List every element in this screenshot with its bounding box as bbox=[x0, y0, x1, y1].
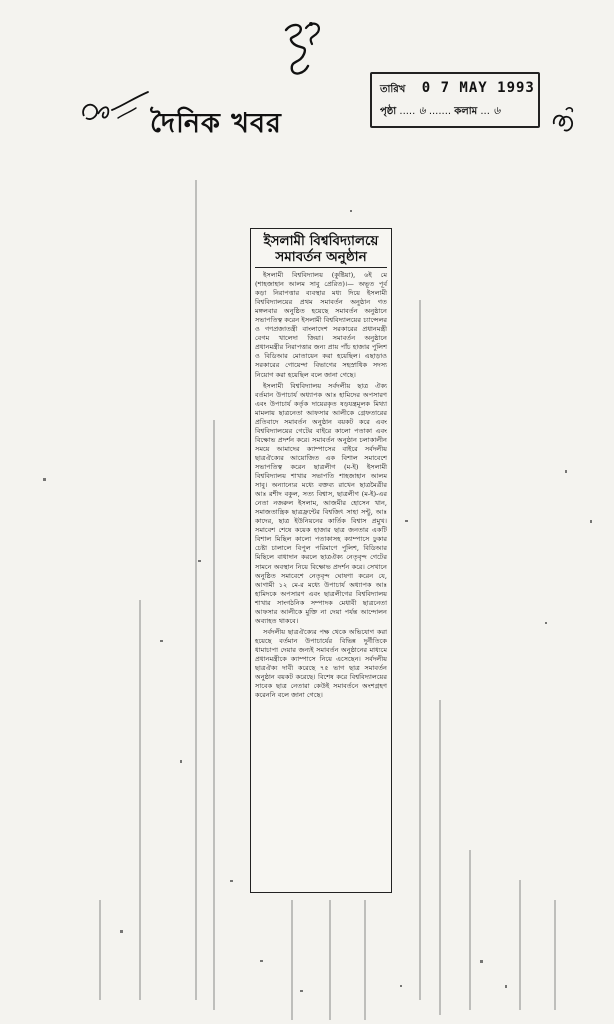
handwritten-mark-icon bbox=[278, 18, 328, 80]
article-paragraph-1: ইসলামী বিশ্ববিদ্যালয় (কুষ্টিয়া), ৬ই মে (শাহজাহান আলম সাবু প্রেরিত)।— অভূত পূর্ব কড়া নিরাপত্তার ব্যবস্থার মধ্য দিয়ে ইসলামী বিশ্ববিদ্যালয়ের প্রথম সমাবর্তন অনুষ্ঠান গত মঙ্গলবার অনুষ্ঠিত হয়েছে সমাবর্তন অনুষ্ঠানে সভাপতিত্ব করেন ইসলামী বিশ্ববিদ্যালয়ের চ্যান্সেলর ও গণপ্রজাতন্ত্রী বাংলাদেশ সরকারের প্রধানমন্ত্রী বেগম খালেদা জিয়া। সমাবর্তন অনুষ্ঠানে প্রধানমন্ত্রীর নিরাপত্তার জন্য প্রায় পাঁচ হাজার পুলিশ ও বিডিআর মোতায়েন করা হয়েছিল। এছাড়াও সরকারের গোয়েন্দা বিভাগের সহস্রাধিক সদস্য নিয়োগ করা হয়েছিল বলে জানা গেছে। bbox=[255, 271, 387, 379]
newspaper-title: দৈনিক খবর bbox=[150, 108, 282, 139]
article-headline bbox=[255, 233, 387, 268]
handwritten-page-mark bbox=[0, 0, 1, 1]
date-stamp bbox=[370, 72, 540, 128]
article-paragraph-3: সর্বদলীয় ছাত্রঐক্যের পক্ষ থেকে অভিযোগ করা হয়েছে বর্তমান উপাচার্যের বিভিন্ন দুর্নীতিকে ধামাচাপা দেয়ার জন্যই সমাবর্তন অনুষ্ঠানের মাধ্যমে প্রধানমন্ত্রীকে ক্যাম্পাসে নিয়ে এসেছেন। সর্বদলীয় ছাত্রঐক্য দাবী করেছে ৭৫ ভাগ ছাত্র সমাবর্তন অনুষ্ঠান বয়কট করেছে। বিশেষ করে বিশ্ববিদ্যালয়ের সাবেক ছাত্র নেতারা কেউই সমাবর্তনে অংশগ্রহণ করেননি বলে জানা গেছে। bbox=[255, 627, 387, 700]
stamp-column-label: কলাম bbox=[454, 106, 478, 117]
article-paragraph-2: ইসলামী বিশ্ববিদ্যালয় সর্বদলীয় ছাত্র ঐক্য বর্তমান উপাচার্য অধ্যাপক আঃ হামিদের অপসারণ এবং উপাচার্য কর্তৃক দায়েরকৃত ষড়যন্ত্রমূলক মিথ্যা মামলায় ছাত্রনেতা আফসার আলীকে গ্রেফতারের প্রতিবাদে সমাবর্তন অনুষ্ঠান বয়কট করে এবং বিশ্ববিদ্যালয়ের গেটের বাইরে কালো পতাকা এবং বিক্ষোভ প্রদর্শন করে। সমাবর্তন অনুষ্ঠান চলাকালীন সময়ে আমাদের ক্যাম্পাসের বাইরে সর্বদলীয় ছাত্রঐক্যের আয়োজিত এক বিশাল সমাবেশে সভাপতিত্ব করেন ছাত্রলীগ (ম-ই) ইসলামী বিশ্ববিদ্যালয় শাখার সভাপতি শাহজাহান আলম সাবু। অন্যান্যের মধ্যে বক্তব্য রাখেন ছাত্রমৈত্রীর আঃ রশীদ বকুল, সত্য বিশ্বাস, ছাত্রলীগ (ম-ই)-এর নেতা নজরুল ইসলাম, আজমীর হোসেন খান, সমাজতান্ত্রিক ছাত্রফ্রন্টের বিশ্বজিৎ সাহা সন্টু, আঃ কাদের, ছাত্র ইউনিয়নের কার্তিক বিশ্বাস প্রমুখ। সমাবেশ শেষে কয়েক হাজার ছাত্র জনতার একটি বিশাল মিছিল কালো পতাকাসহ ক্যাম্পাসে ঢুকার চেষ্টা চালালে বিপুল পরিমাণে পুলিশ, বিডিআর মিছিলে বাধাদান করলে ছাত্রঐক্য নেতৃবৃন্দ গেটের সামনে অবস্থান নিয়ে বিক্ষোভ প্রদর্শন করে। সেখানে অনুষ্ঠিত সমাবেশে নেতৃবৃন্দ ঘোষণা করেন যে, আগামী ১২ মে-র মধ্যে উপাচার্য অধ্যাপক আঃ হামিদকে অপসারণ এবং ছাত্রলীগের বিশ্ববিদ্যালয় শাখার সাংগঠনিক সম্পাদক মেধাবী ছাত্রনেতা আফসার আলীকে মুক্তি না দেয়া পর্যন্ত আন্দোলন অব্যাহত থাকবে। bbox=[255, 381, 387, 625]
handwritten-right-mark bbox=[0, 0, 1, 1]
article-clipping bbox=[250, 228, 392, 893]
stamp-page-row: পৃষ্ঠা ..... ৬ ....... কলাম ... ৬ bbox=[380, 104, 501, 117]
stamp-page-label: পৃষ্ঠা bbox=[380, 106, 397, 117]
stamp-page-value: ৬ bbox=[418, 104, 426, 117]
headline-line-1: ইসলামী বিশ্ববিদ্যালয়ে bbox=[263, 233, 379, 249]
handwritten-left-mark bbox=[0, 0, 1, 1]
stamp-date-value: 0 7 MAY 1993 bbox=[421, 80, 535, 96]
handwritten-initial-icon bbox=[548, 104, 578, 136]
headline-line-2: সমাবর্তন অনুষ্ঠান bbox=[275, 249, 367, 265]
stamp-date-row bbox=[380, 80, 535, 99]
stamp-date-label: তারিখ bbox=[380, 84, 406, 95]
handwritten-signature-icon bbox=[78, 88, 152, 132]
stamp-column-value: ৬ bbox=[493, 104, 501, 117]
